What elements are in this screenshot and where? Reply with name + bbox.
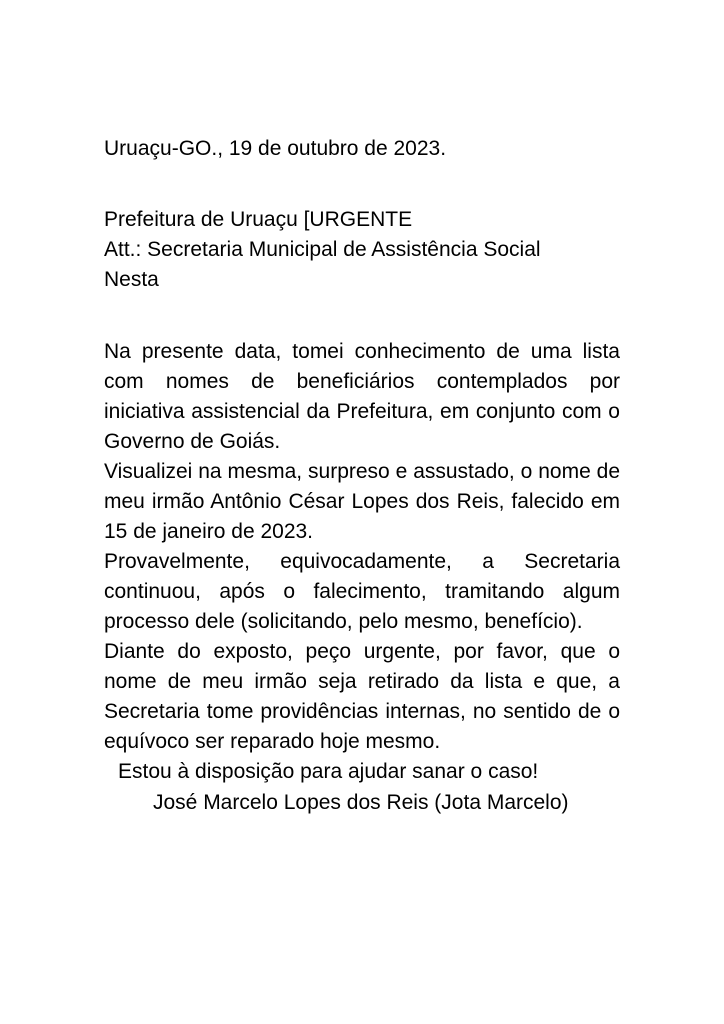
signature-name: José Marcelo Lopes dos Reis (Jota Marcelo)	[153, 791, 569, 814]
paragraph-4: Diante do exposto, peço urgente, por favor, que o nome de meu irmão seja retirado da lista e que, a Secretaria tome providências internas, no sentido de o equívoco ser reparado hoje mesmo.	[104, 640, 620, 753]
recipient-block	[104, 205, 541, 295]
letter-body	[104, 337, 620, 787]
paragraph-3: Provavelmente, equivocadamente, a Secretaria continuou, após o falecimento, tramitando algum processo dele (solicitando, pelo mesmo, benefício).	[104, 550, 620, 633]
paragraph-2: Visualizei na mesma, surpreso e assustado, o nome de meu irmão Antônio César Lopes dos Reis, falecido em 15 de janeiro de 2023.	[104, 460, 620, 543]
recipient-line-1: Prefeitura de Uruaçu [URGENTE	[104, 208, 413, 231]
recipient-line-3: Nesta	[104, 268, 159, 291]
paragraph-1: Na presente data, tomei conhecimento de uma lista com nomes de beneficiários contemplados por iniciativa assistencial da Prefeitura, em conjunto com o Governo de Goiás.	[104, 340, 620, 453]
closing-line: Estou à disposição para ajudar sanar o caso!	[118, 760, 539, 783]
place-date: Uruaçu-GO., 19 de outubro de 2023.	[104, 137, 447, 160]
recipient-line-2: Att.: Secretaria Municipal de Assistência Social	[104, 238, 541, 261]
